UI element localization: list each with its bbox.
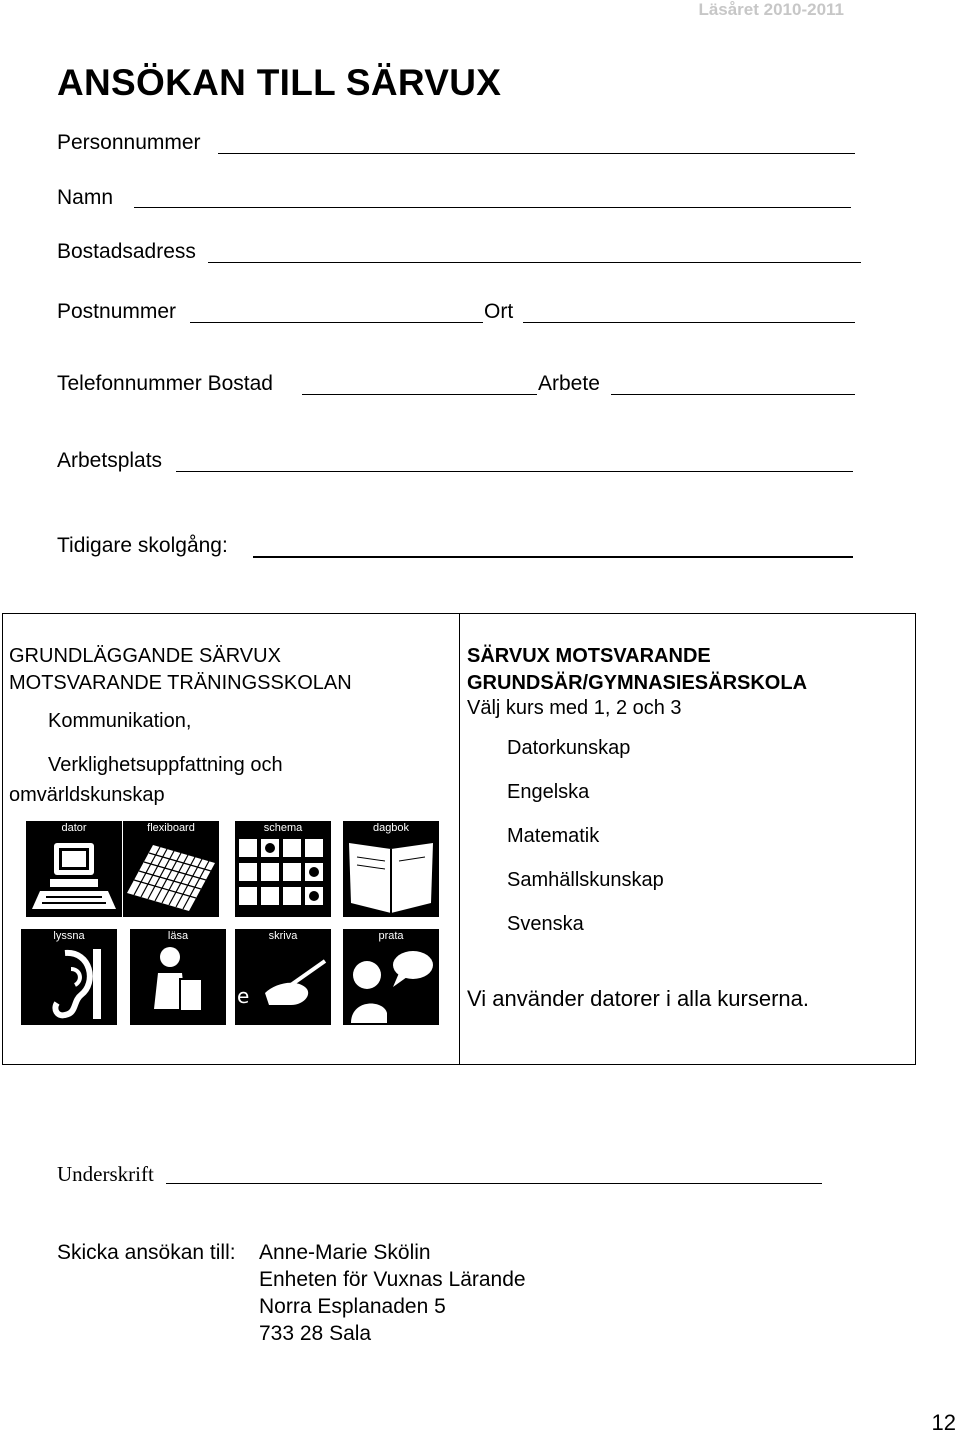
address-line-3: Norra Esplanaden 5 — [259, 1295, 446, 1318]
personnummer-field[interactable] — [218, 153, 855, 154]
telefon-bostad-field[interactable] — [302, 394, 537, 395]
pictogram-label: lyssna — [53, 930, 85, 942]
right-heading — [467, 643, 807, 697]
pictogram-label: schema — [263, 822, 303, 834]
arbete-label: Arbete — [538, 372, 600, 395]
course-samhallskunskap[interactable]: Samhällskunskap — [507, 869, 664, 891]
postnummer-field[interactable] — [190, 322, 483, 323]
right-heading-line2: GRUNDSÄR/GYMNASIESÄRSKOLA — [467, 672, 808, 694]
tidigare-skolgang-field[interactable] — [253, 556, 853, 558]
diary-icon — [343, 835, 439, 917]
arbetsplats-label: Arbetsplats — [57, 449, 163, 472]
pictogram-label: läsa — [167, 930, 189, 942]
course-svenska[interactable]: Svenska — [507, 913, 584, 935]
pictogram-dagbok — [343, 821, 439, 917]
school-year: Läsåret 2010-2011 — [698, 0, 844, 19]
personnummer-label: Personnummer — [57, 131, 201, 154]
computer-note: Vi använder datorer i alla kurserna. — [467, 986, 810, 1011]
page-title: ANSÖKAN TILL SÄRVUX — [57, 62, 502, 103]
writing-icon — [235, 943, 331, 1025]
namn-field[interactable] — [134, 207, 851, 208]
schedule-icon — [235, 835, 331, 917]
pictogram-label: skriva — [268, 930, 298, 942]
namn-label: Namn — [57, 186, 114, 209]
left-text-1: Kommunikation, — [48, 710, 192, 732]
reading-icon — [130, 943, 226, 1025]
flexiboard-icon — [123, 835, 219, 917]
pictogram-schema — [235, 821, 331, 917]
left-heading — [9, 643, 352, 697]
pictogram-prata — [343, 929, 439, 1025]
ort-field[interactable] — [523, 322, 855, 323]
bostadsadress-label: Bostadsadress — [57, 240, 196, 263]
bostadsadress-field[interactable] — [208, 262, 861, 263]
left-text-3: omvärldskunskap — [9, 784, 165, 806]
course-datorkunskap[interactable]: Datorkunskap — [507, 737, 631, 759]
course-instruction: Välj kurs med 1, 2 och 3 — [467, 697, 682, 719]
pictogram-dator — [26, 821, 122, 917]
signature-field[interactable] — [166, 1183, 822, 1184]
address-line-4: 733 28 Sala — [259, 1322, 372, 1345]
speaking-icon — [343, 943, 439, 1025]
pictogram-label: dator — [61, 822, 87, 834]
arbete-field[interactable] — [611, 394, 855, 395]
pictogram-label: flexiboard — [147, 822, 195, 834]
computer-icon — [26, 835, 122, 917]
ort-label: Ort — [484, 300, 514, 323]
pictogram-label: prata — [378, 930, 404, 942]
tidigare-skolgang-label: Tidigare skolgång: — [57, 534, 228, 557]
postnummer-label: Postnummer — [57, 300, 177, 323]
left-heading-line1: GRUNDLÄGGANDE SÄRVUX — [9, 645, 281, 667]
telefon-bostad-label: Telefonnummer Bostad — [57, 372, 273, 395]
pictogram-label: dagbok — [372, 822, 410, 834]
left-heading-line2: MOTSVARANDE TRÄNINGSSKOLAN — [9, 672, 352, 694]
left-text-2: Verklighetsuppfattning och — [48, 754, 283, 776]
course-engelska[interactable]: Engelska — [507, 781, 590, 803]
pictogram-lasa — [130, 929, 226, 1025]
program-divider — [459, 613, 460, 1065]
course-matematik[interactable]: Matematik — [507, 825, 600, 847]
address-line-2: Enheten för Vuxnas Lärande — [259, 1268, 526, 1291]
pictogram-skriva — [235, 929, 331, 1025]
address-line-1: Anne-Marie Skölin — [259, 1241, 431, 1264]
svg-text:e: e — [237, 984, 250, 1008]
page-number: 12 — [931, 1410, 956, 1435]
send-label: Skicka ansökan till: — [57, 1241, 236, 1264]
pictogram-lyssna — [21, 929, 117, 1025]
signature-label: Underskrift — [57, 1162, 154, 1186]
pictogram-flexiboard — [123, 821, 219, 917]
right-heading-line1: SÄRVUX MOTSVARANDE — [467, 645, 711, 667]
arbetsplats-field[interactable] — [176, 471, 853, 472]
ear-icon — [21, 943, 117, 1025]
